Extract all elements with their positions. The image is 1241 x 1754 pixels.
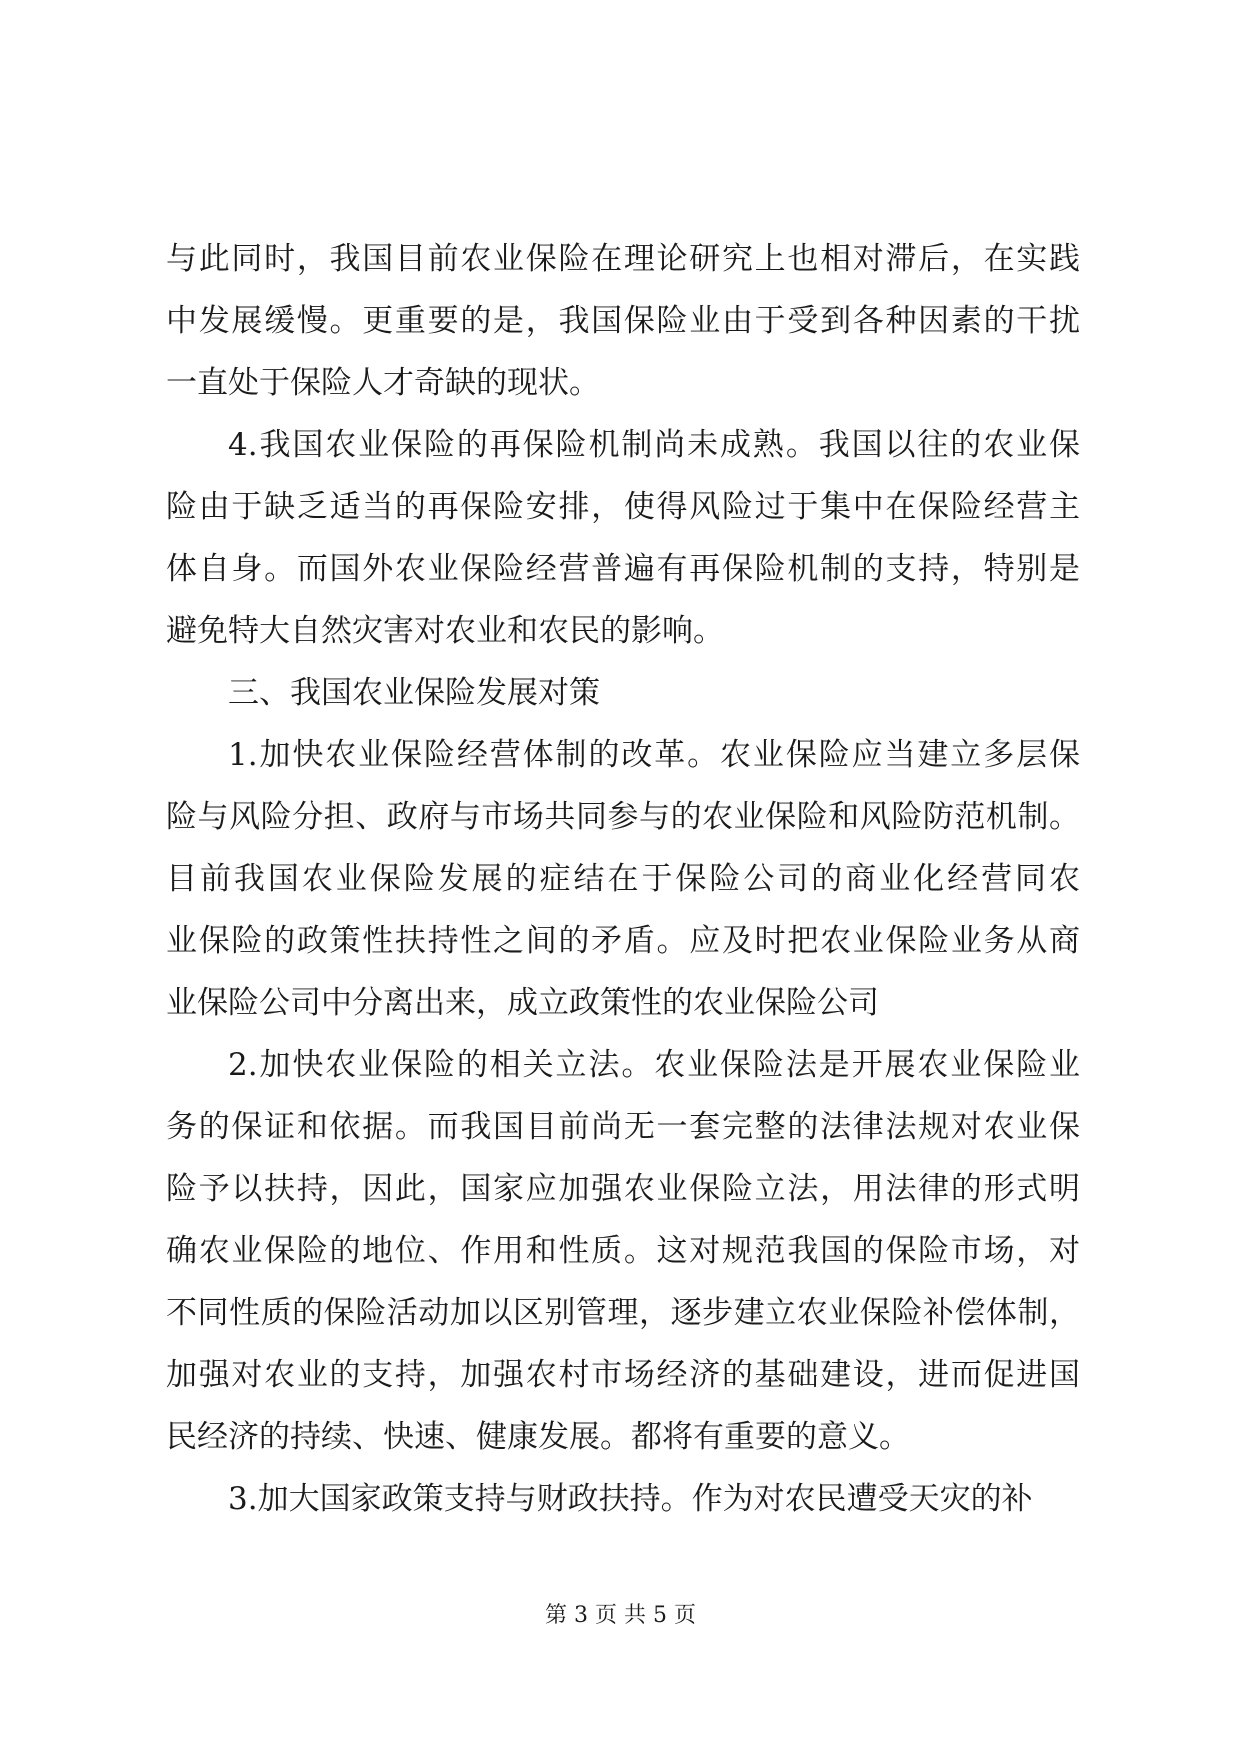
paragraph [166, 662, 1080, 724]
text-line: 业保险的政策性扶持性之间的矛盾。应及时把农业保险业务从商 [166, 923, 1080, 959]
text-line: 加强对农业的支持，加强农村市场经济的基础建设，进而促进国 [166, 1357, 1080, 1393]
text-line: 1.加快农业保险经营体制的改革。农业保险应当建立多层保 [228, 737, 1080, 773]
paragraph [166, 414, 1080, 662]
text-line: 业保险公司中分离出来，成立政策性的农业保险公司 [166, 985, 879, 1021]
text-line: 险与风险分担、政府与市场共同参与的农业保险和风险防范机制。 [166, 799, 1080, 835]
body-text [166, 228, 1080, 1530]
text-line: 三、我国农业保险发展对策 [228, 675, 600, 711]
text-line: 3.加大国家政策支持与财政扶持。作为对农民遭受天灾的补 [228, 1481, 1033, 1517]
text-line: 4.我国农业保险的再保险机制尚未成熟。我国以往的农业保 [228, 427, 1080, 463]
text-line: 险由于缺乏适当的再保险安排，使得风险过于集中在保险经营主 [166, 489, 1080, 525]
text-line: 一直处于保险人才奇缺的现状。 [166, 365, 600, 401]
paragraph [166, 1034, 1080, 1468]
text-line: 中发展缓慢。更重要的是，我国保险业由于受到各种因素的干扰 [166, 303, 1080, 339]
text-line: 避免特大自然灾害对农业和农民的影响。 [166, 613, 724, 649]
text-line: 与此同时，我国目前农业保险在理论研究上也相对滞后，在实践 [166, 241, 1080, 277]
page-footer: 第 3 页 共 5 页 [545, 1603, 696, 1628]
text-line: 险予以扶持，因此，国家应加强农业保险立法，用法律的形式明 [166, 1171, 1080, 1207]
paragraph [166, 1468, 1080, 1530]
text-line: 体自身。而国外农业保险经营普遍有再保险机制的支持，特别是 [166, 551, 1080, 587]
text-line: 务的保证和依据。而我国目前尚无一套完整的法律法规对农业保 [166, 1109, 1080, 1145]
text-line: 确农业保险的地位、作用和性质。这对规范我国的保险市场，对 [166, 1233, 1080, 1269]
text-line: 民经济的持续、快速、健康发展。都将有重要的意义。 [166, 1419, 910, 1455]
paragraph [166, 228, 1080, 414]
text-line: 不同性质的保险活动加以区别管理，逐步建立农业保险补偿体制， [166, 1295, 1080, 1331]
text-line: 2.加快农业保险的相关立法。农业保险法是开展农业保险业 [228, 1047, 1080, 1083]
text-line: 目前我国农业保险发展的症结在于保险公司的商业化经营同农 [166, 861, 1080, 897]
paragraph [166, 724, 1080, 1034]
